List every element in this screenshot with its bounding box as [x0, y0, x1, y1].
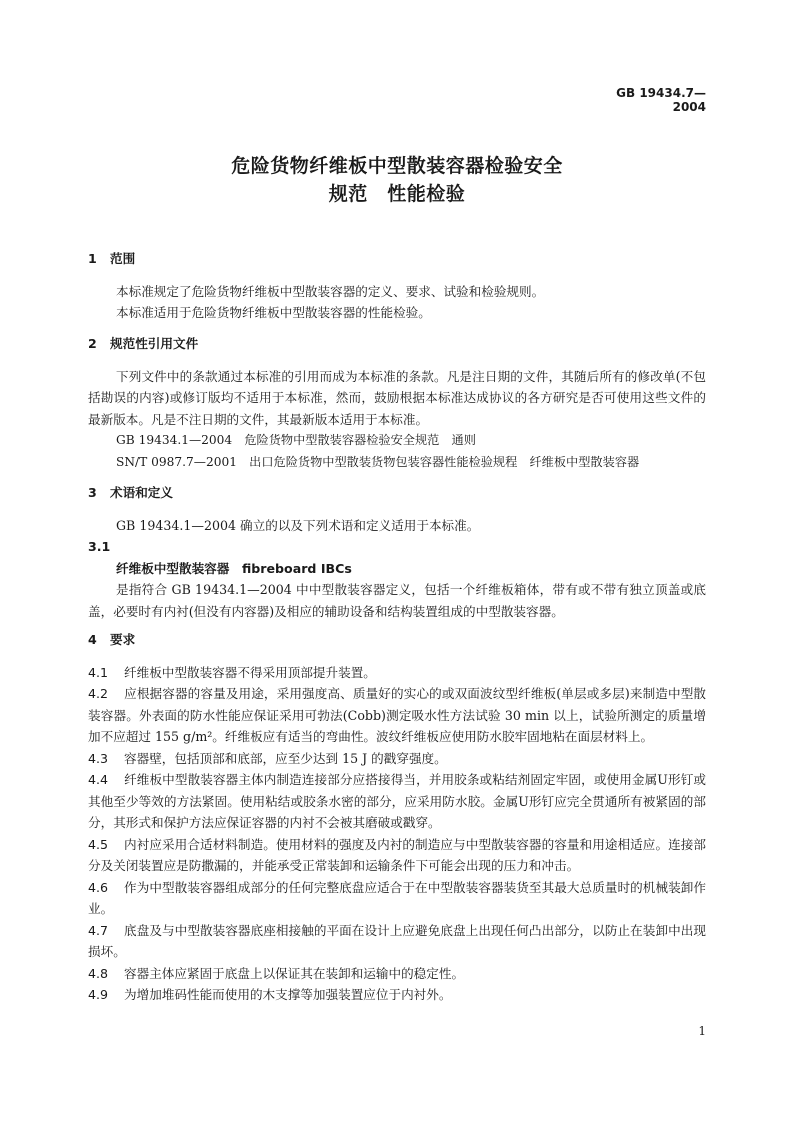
- clause-text: 底盘及与中型散装容器底座相接触的平面在设计上应避免底盘上出现任何凸出部分，以防止在装卸中出现损坏。: [88, 922, 706, 959]
- standard-number: GB 19434.7—2004: [616, 86, 706, 114]
- page-number: 1: [698, 1024, 706, 1038]
- clause-text: 纤维板中型散装容器主体内制造连接部分应搭接得当，并用胶条或粘结剂固定牢固，或使用金属U形钉或其他至少等效的方法紧固。使用粘结或胶条水密的部分，应采用防水胶。金属U形钉应完全贯通所有被紧固的部分，其形式和保护方法应保证容器的内衬不会被其磨破或戳穿。: [88, 772, 706, 830]
- requirement-item: [88, 984, 706, 1006]
- subsection-number: 3.1: [88, 539, 111, 554]
- requirement-item: [88, 769, 706, 834]
- requirement-item: [88, 662, 706, 684]
- section-heading: [88, 333, 706, 355]
- clause-number: 4.1: [88, 664, 109, 680]
- reference-item: SN/T 0987.7—2001 出口危险货物中型散装货物包装容器性能检验规程 纤维板中型散装容器: [116, 454, 640, 469]
- title-line-2: 规范 性能检验: [328, 183, 466, 205]
- clause-text: 为增加堆码性能而使用的木支撑等加强装置应位于内衬外。: [124, 987, 452, 1002]
- section-3: [88, 482, 706, 622]
- section-heading: [88, 482, 706, 504]
- clause-text: 作为中型散装容器组成部分的任何完整底盘应适合于在中型散装容器装货至其最大总质量时的机械装卸作业。: [88, 879, 706, 916]
- clause-text: 应根据容器的容量及用途，采用强度高、质量好的实心的或双面波纹型纤维板(单层或多层)来制造中型散装容器。外表面的防水性能应保证采用可勃法(Cobb)测定吸水性方法试验 30 min 以上，试验所测定的质量增加不应超过 155 g/m²。纤维板应有适当的弯曲性。波纹纤维板应使用防水胶牢固地粘在面层材料上。: [88, 686, 706, 744]
- paragraph: 下列文件中的条款通过本标准的引用而成为本标准的条款。凡是注日期的文件，其随后所有的修改单(不包括勘误的内容)或修订版均不适用于本标准，然而，鼓励根据本标准达成协议的各方研究是否可使用这些文件的最新版本。凡是不注日期的文件，其最新版本适用于本标准。: [88, 368, 706, 427]
- clause-text: 纤维板中型散装容器不得采用顶部提升装置。: [124, 664, 376, 680]
- clause-text: 内衬应采用合适材料制造。使用材料的强度及内衬的制造应与中型散装容器的容量和用途相适应。连接部分及关闭装置应是防撒漏的，并能承受正常装卸和运输条件下可能会出现的压力和冲击。: [88, 836, 706, 873]
- requirement-item: [88, 748, 706, 770]
- clause-number: 4.4: [88, 772, 109, 787]
- term-heading: 纤维板中型散装容器 fibreboard IBCs: [116, 560, 352, 576]
- requirement-item: [88, 920, 706, 963]
- clause-number: 4.8: [88, 965, 109, 981]
- clause-number: 4.9: [88, 987, 109, 1002]
- reference-item: GB 19434.1—2004 危险货物中型散装容器检验安全规范 通则: [116, 433, 476, 447]
- section-title: 要求: [110, 632, 136, 647]
- section-1: [88, 248, 706, 324]
- clause-text: 容器壁，包括顶部和底部，应至少达到 15 J 的戳穿强度。: [124, 750, 447, 766]
- requirement-item: [88, 877, 706, 920]
- section-2: [88, 333, 706, 473]
- clause-number: 4.5: [88, 836, 109, 852]
- section-title: 范围: [110, 251, 136, 266]
- term-definition: 是指符合 GB 19434.1—2004 中中型散装容器定义，包括一个纤维板箱体，带有或不带有独立顶盖或底盖，必要时有内衬(但没有内容器)及相应的辅助设备和结构装置组成的中型散装容器。: [88, 582, 706, 619]
- clause-number: 4.2: [88, 686, 109, 701]
- paragraph: GB 19434.1—2004 确立的以及下列术语和定义适用于本标准。: [116, 517, 480, 533]
- section-heading: [88, 629, 706, 651]
- requirement-item: [88, 963, 706, 985]
- section-number: 1: [88, 251, 97, 266]
- paragraph: 本标准规定了危险货物纤维板中型散装容器的定义、要求、试验和检验规则。: [116, 283, 545, 299]
- clause-number: 4.6: [88, 879, 109, 895]
- section-title: 规范性引用文件: [110, 336, 199, 351]
- section-number: 4: [88, 632, 97, 647]
- section-title: 术语和定义: [110, 485, 173, 500]
- section-number: 2: [88, 336, 97, 351]
- section-heading: [88, 248, 706, 270]
- document-title: [60, 152, 734, 208]
- title-line-1: 危险货物纤维板中型散装容器检验安全: [231, 155, 563, 177]
- requirement-item: [88, 683, 706, 748]
- paragraph: 本标准适用于危险货物纤维板中型散装容器的性能检验。: [116, 305, 431, 320]
- section-number: 3: [88, 485, 97, 500]
- section-4: [88, 629, 706, 1006]
- requirement-item: [88, 834, 706, 877]
- clause-number: 4.3: [88, 750, 109, 766]
- clause-number: 4.7: [88, 922, 109, 938]
- clause-text: 容器主体应紧固于底盘上以保证其在装卸和运输中的稳定性。: [124, 965, 465, 981]
